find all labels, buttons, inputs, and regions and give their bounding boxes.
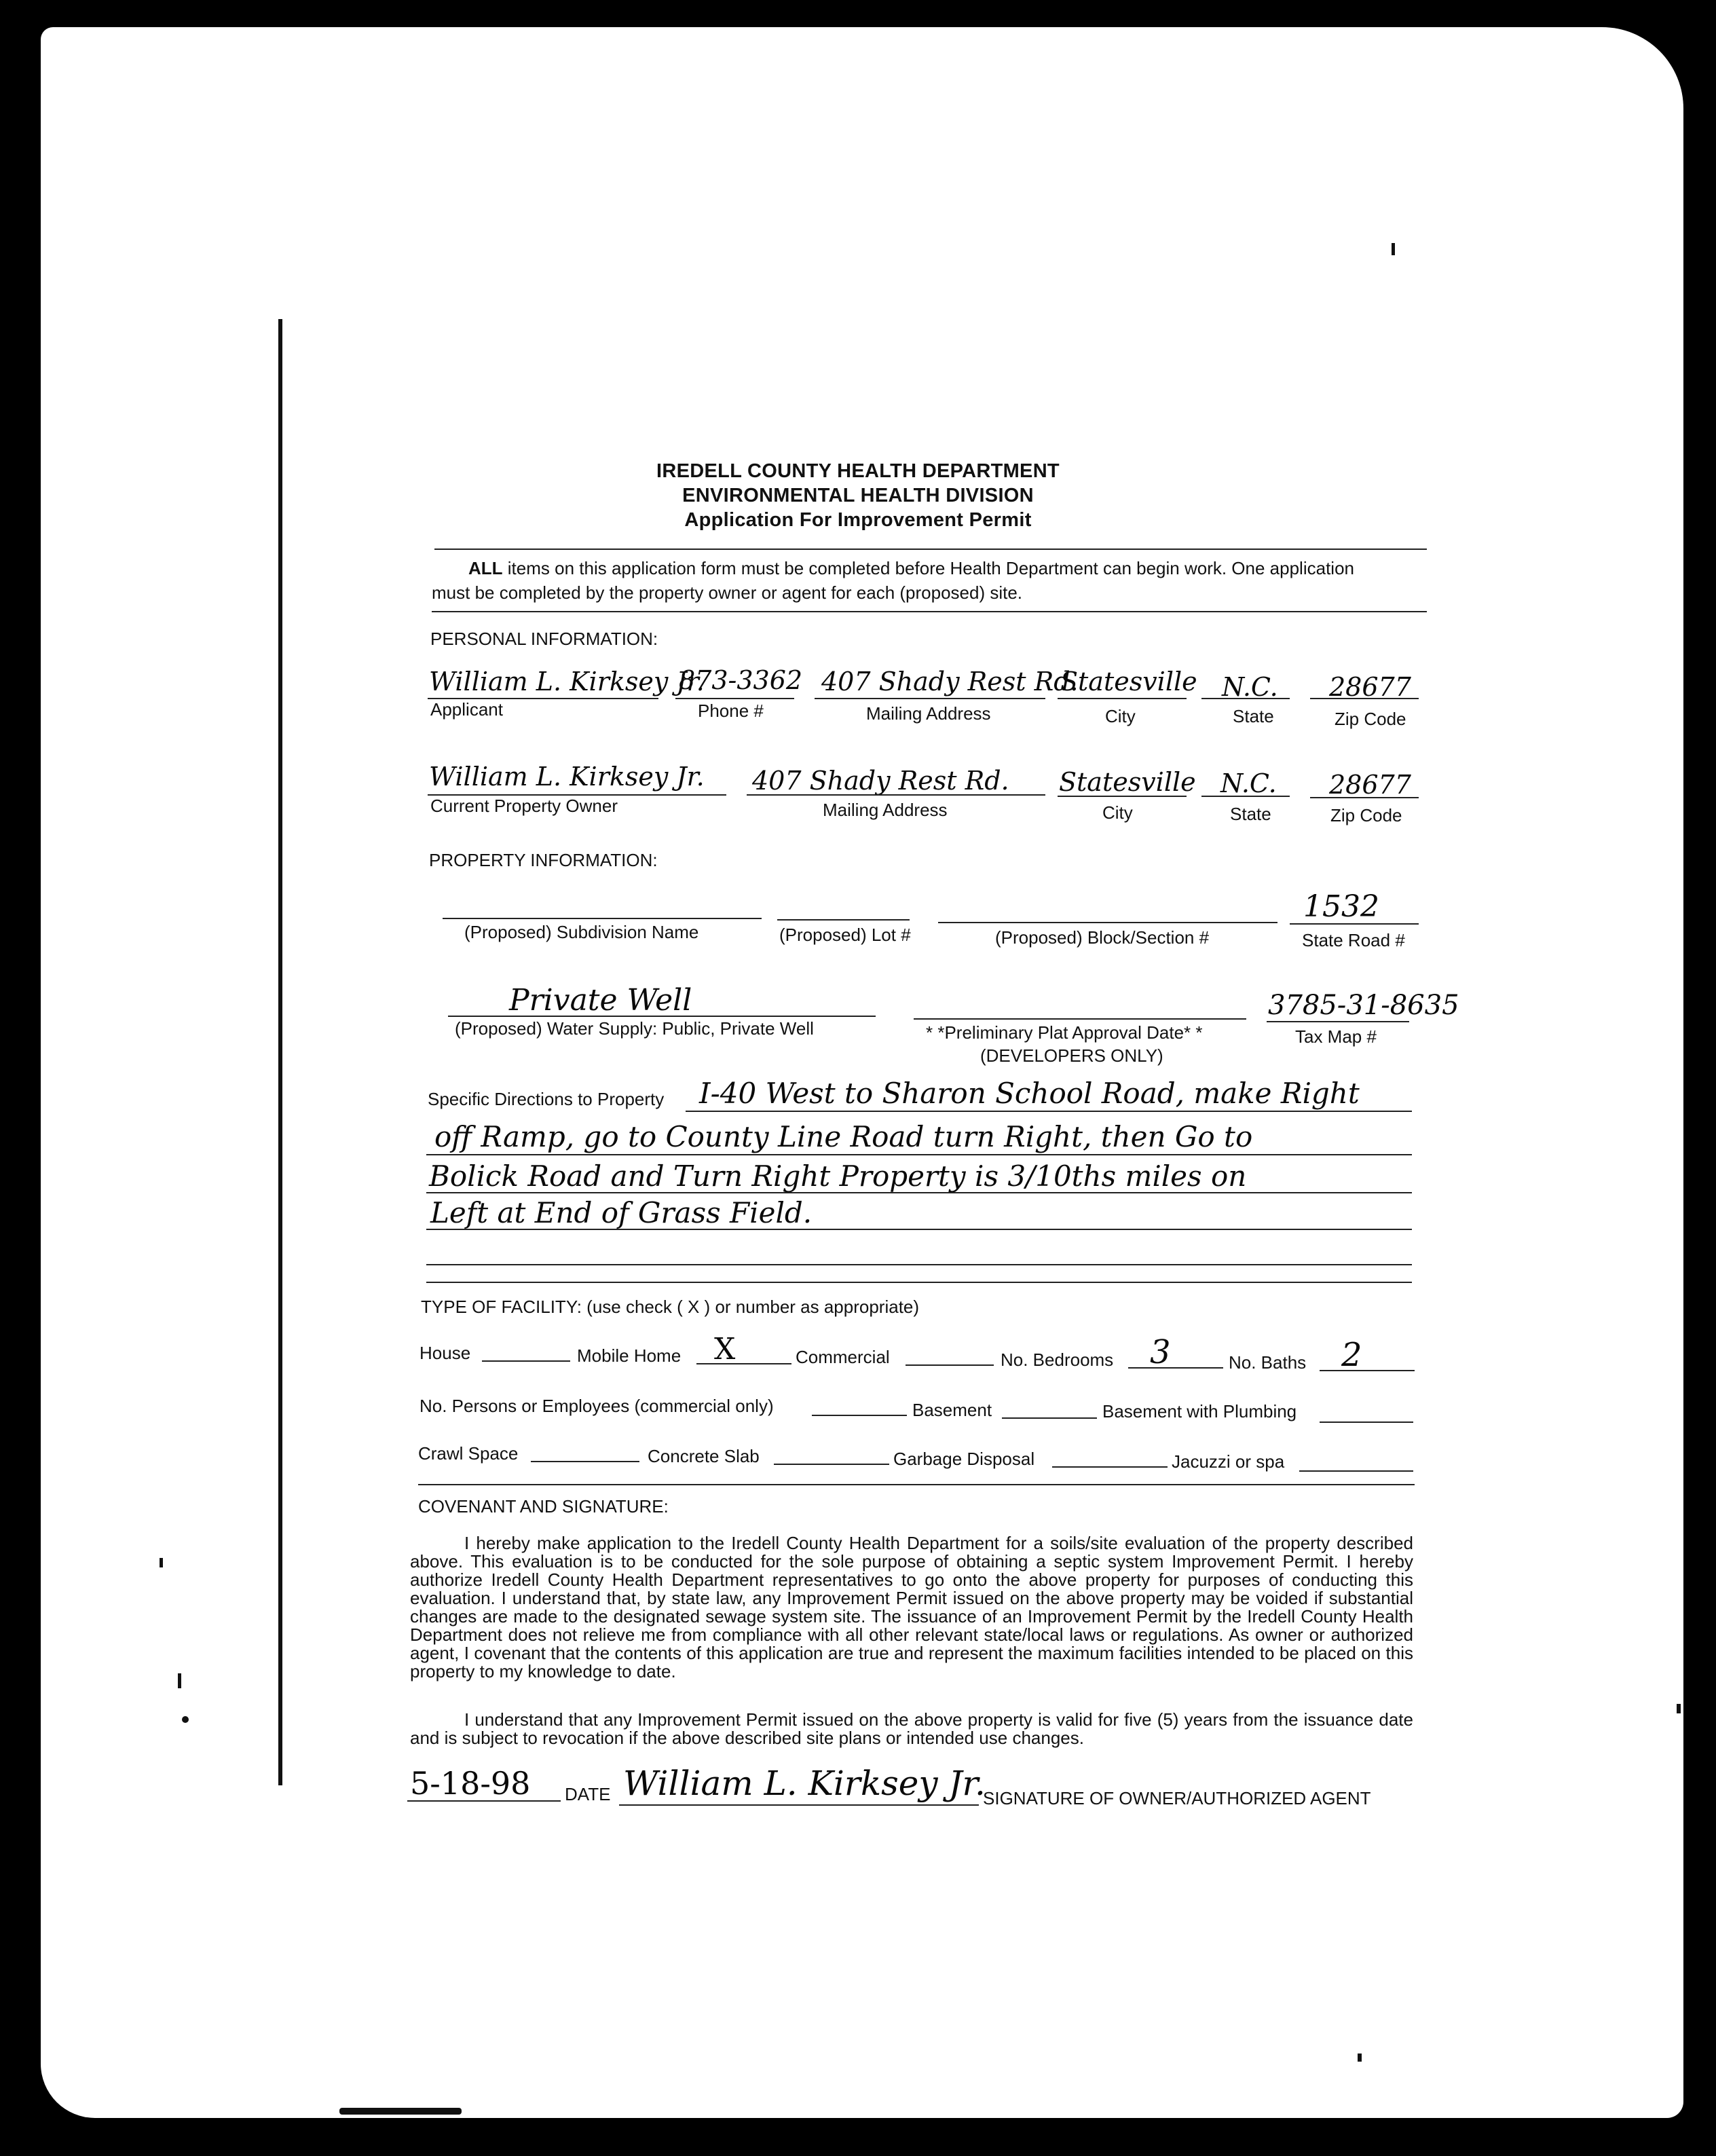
phone-label: Phone # (698, 701, 764, 721)
state2-value: N.C. (1220, 768, 1277, 798)
state-label: State (1233, 706, 1274, 726)
directions-line-4-value: Left at End of Grass Field. (430, 1196, 813, 1229)
directions-line-1-value: I-40 West to Sharon School Road, make Right (699, 1077, 1360, 1110)
covenant-heading: COVENANT AND SIGNATURE: (418, 1496, 669, 1517)
persons-label: No. Persons or Employees (commercial only) (419, 1396, 774, 1416)
city2-value: Statesville (1059, 767, 1196, 797)
state-road-label: State Road # (1302, 930, 1405, 950)
baths-value: 2 (1341, 1336, 1362, 1374)
baths-line (1320, 1370, 1415, 1371)
city-value: Statesville (1060, 667, 1197, 696)
header-division: ENVIRONMENTAL HEALTH DIVISION (682, 485, 1034, 506)
intro-bold: ALL (468, 558, 503, 578)
scan-speck (1392, 243, 1395, 255)
header-title: IREDELL COUNTY HEALTH DEPARTMENT (656, 460, 1060, 482)
basement-label: Basement (912, 1400, 992, 1420)
property-heading: PROPERTY INFORMATION: (429, 850, 658, 870)
personal-heading: PERSONAL INFORMATION: (430, 629, 658, 649)
directions-line-6 (426, 1282, 1412, 1283)
basement-line (1002, 1417, 1097, 1419)
mailing-line (815, 698, 1045, 699)
state-line (1201, 698, 1290, 699)
city-label: City (1105, 706, 1136, 726)
plat-label-2: (DEVELOPERS ONLY) (980, 1045, 1163, 1066)
commercial-line (906, 1364, 994, 1366)
bedrooms-label: No. Bedrooms (1001, 1350, 1114, 1370)
zip-line (1310, 698, 1419, 699)
city-line (1058, 698, 1187, 699)
intro-line-2: must be completed by the property owner or agent for each (proposed) site. (432, 582, 1023, 603)
zip-value: 28677 (1329, 672, 1411, 702)
directions-label: Specific Directions to Property (428, 1089, 665, 1109)
block-line (938, 922, 1277, 923)
scan-speck (1677, 1704, 1681, 1713)
signature-value: William L. Kirksey Jr. (623, 1764, 986, 1803)
applicant-value: William L. Kirksey Jr. (429, 667, 705, 696)
facility-rule (418, 1484, 1415, 1485)
header-form-title: Application For Improvement Permit (684, 509, 1032, 531)
plat-line (914, 1018, 1246, 1020)
commercial-label: Commercial (796, 1347, 890, 1367)
state2-line (1201, 796, 1290, 797)
header-rule (434, 549, 1427, 550)
date-line (407, 1800, 561, 1802)
mobile-home-line (696, 1363, 791, 1364)
bedrooms-line (1128, 1367, 1223, 1369)
date-label: DATE (565, 1784, 611, 1804)
phone-line (675, 698, 794, 699)
state-value: N.C. (1222, 672, 1278, 702)
state2-label: State (1230, 804, 1271, 824)
scan-speck (178, 1673, 181, 1688)
subdivision-line (443, 918, 762, 919)
jacuzzi-line (1299, 1470, 1413, 1472)
directions-line-3 (426, 1192, 1412, 1193)
zip2-value: 28677 (1329, 770, 1411, 800)
crawl-space-label: Crawl Space (418, 1443, 519, 1464)
covenant-paragraph-2: I understand that any Improvement Permit issued on the above property is valid for five (5) years from the issuance date and is subject to revocation if the above described site plans or intended use changes. (410, 1709, 1413, 1748)
directions-line-3-value: Bolick Road and Turn Right Property is 3/10ths miles on (429, 1159, 1247, 1193)
mailing2-value: 407 Shady Rest Rd. (752, 766, 1009, 796)
directions-line-2-value: off Ramp, go to County Line Road turn Right, then Go to (434, 1120, 1253, 1153)
intro-line-1 (468, 558, 1354, 579)
owner-value: William L. Kirksey Jr. (429, 762, 705, 792)
scan-speck (182, 1716, 189, 1723)
signature-label: SIGNATURE OF OWNER/AUTHORIZED AGENT (983, 1788, 1371, 1808)
scan-edge-line (278, 319, 282, 1785)
intro-text: items on this application form must be completed before Health Department can begin work. One application (502, 558, 1354, 578)
mailing2-label: Mailing Address (823, 800, 948, 820)
directions-line-4 (426, 1229, 1412, 1230)
zip2-line (1310, 797, 1419, 798)
city2-line (1058, 796, 1187, 797)
state-road-value: 1532 (1303, 889, 1379, 924)
phone-value: 873-3362 (679, 665, 803, 695)
directions-line-2 (426, 1154, 1412, 1155)
scan-speck (160, 1558, 163, 1567)
block-label: (Proposed) Block/Section # (995, 927, 1210, 948)
covenant-paragraph-1: I hereby make application to the Iredell County Health Department for a soils/site evaluation of the property described above. This evaluation is to be conducted for the sole purpose of obtaining a septic system Improvement Permit. I hereby authorize Iredell County Health Department representatives to go onto the above property for purposes of conducting this evaluation. I understand that, by state law, any Improvement Permit issued on the above property may be voided if substantial changes are made to the designated sewage system site. The issuance of an Improvement Permit by the Iredell County Health Department does not relieve me from compliance with all other relevant state/local laws or regulations. As owner or authorized agent, I covenant that the contents of this application are true and represent the maximum facilities intended to be placed on this property to my knowledge to date. (410, 1533, 1413, 1681)
water-supply-value: Private Well (509, 983, 692, 1018)
directions-line-1 (686, 1111, 1412, 1112)
jacuzzi-label: Jacuzzi or spa (1172, 1451, 1285, 1472)
garbage-label: Garbage Disposal (893, 1449, 1035, 1469)
zip-label: Zip Code (1335, 709, 1406, 729)
subdivision-label: (Proposed) Subdivision Name (464, 922, 699, 942)
tax-map-line (1267, 1021, 1409, 1022)
mobile-home-value: X (714, 1332, 736, 1367)
house-label: House (419, 1343, 471, 1363)
signature-line (619, 1804, 979, 1806)
concrete-slab-line (774, 1464, 889, 1465)
plumbing-label: Basement with Plumbing (1102, 1401, 1297, 1421)
scan-smudge (339, 2108, 462, 2115)
lot-label: (Proposed) Lot # (779, 925, 911, 945)
tax-map-value: 3785-31-8635 (1268, 990, 1459, 1021)
lot-line (777, 919, 910, 921)
zip2-label: Zip Code (1330, 805, 1402, 825)
mobile-home-label: Mobile Home (577, 1345, 682, 1366)
house-line (482, 1360, 570, 1362)
tax-map-label: Tax Map # (1295, 1026, 1377, 1047)
mailing-value: 407 Shady Rest Rd. (821, 667, 1079, 696)
scan-speck (1358, 2053, 1362, 2062)
owner-label: Current Property Owner (430, 796, 618, 816)
mailing2-line (747, 794, 1045, 796)
plat-label: * *Preliminary Plat Approval Date* * (926, 1022, 1203, 1043)
intro-rule (432, 611, 1427, 612)
bedrooms-value: 3 (1150, 1333, 1171, 1371)
city2-label: City (1102, 802, 1133, 823)
applicant-label: Applicant (430, 699, 503, 720)
garbage-line (1052, 1466, 1168, 1468)
water-supply-label: (Proposed) Water Supply: Public, Private Well (455, 1018, 814, 1039)
persons-line (812, 1415, 907, 1416)
concrete-slab-label: Concrete Slab (648, 1446, 760, 1466)
directions-line-5 (426, 1264, 1412, 1265)
crawl-space-line (531, 1461, 639, 1462)
date-value: 5-18-98 (410, 1765, 531, 1802)
state-road-line (1290, 923, 1419, 925)
water-supply-line (448, 1016, 876, 1017)
mailing-label: Mailing Address (866, 703, 991, 724)
facility-heading: TYPE OF FACILITY: (use check ( X ) or number as appropriate) (421, 1297, 920, 1317)
plumbing-line (1320, 1421, 1413, 1423)
baths-label: No. Baths (1229, 1352, 1307, 1373)
